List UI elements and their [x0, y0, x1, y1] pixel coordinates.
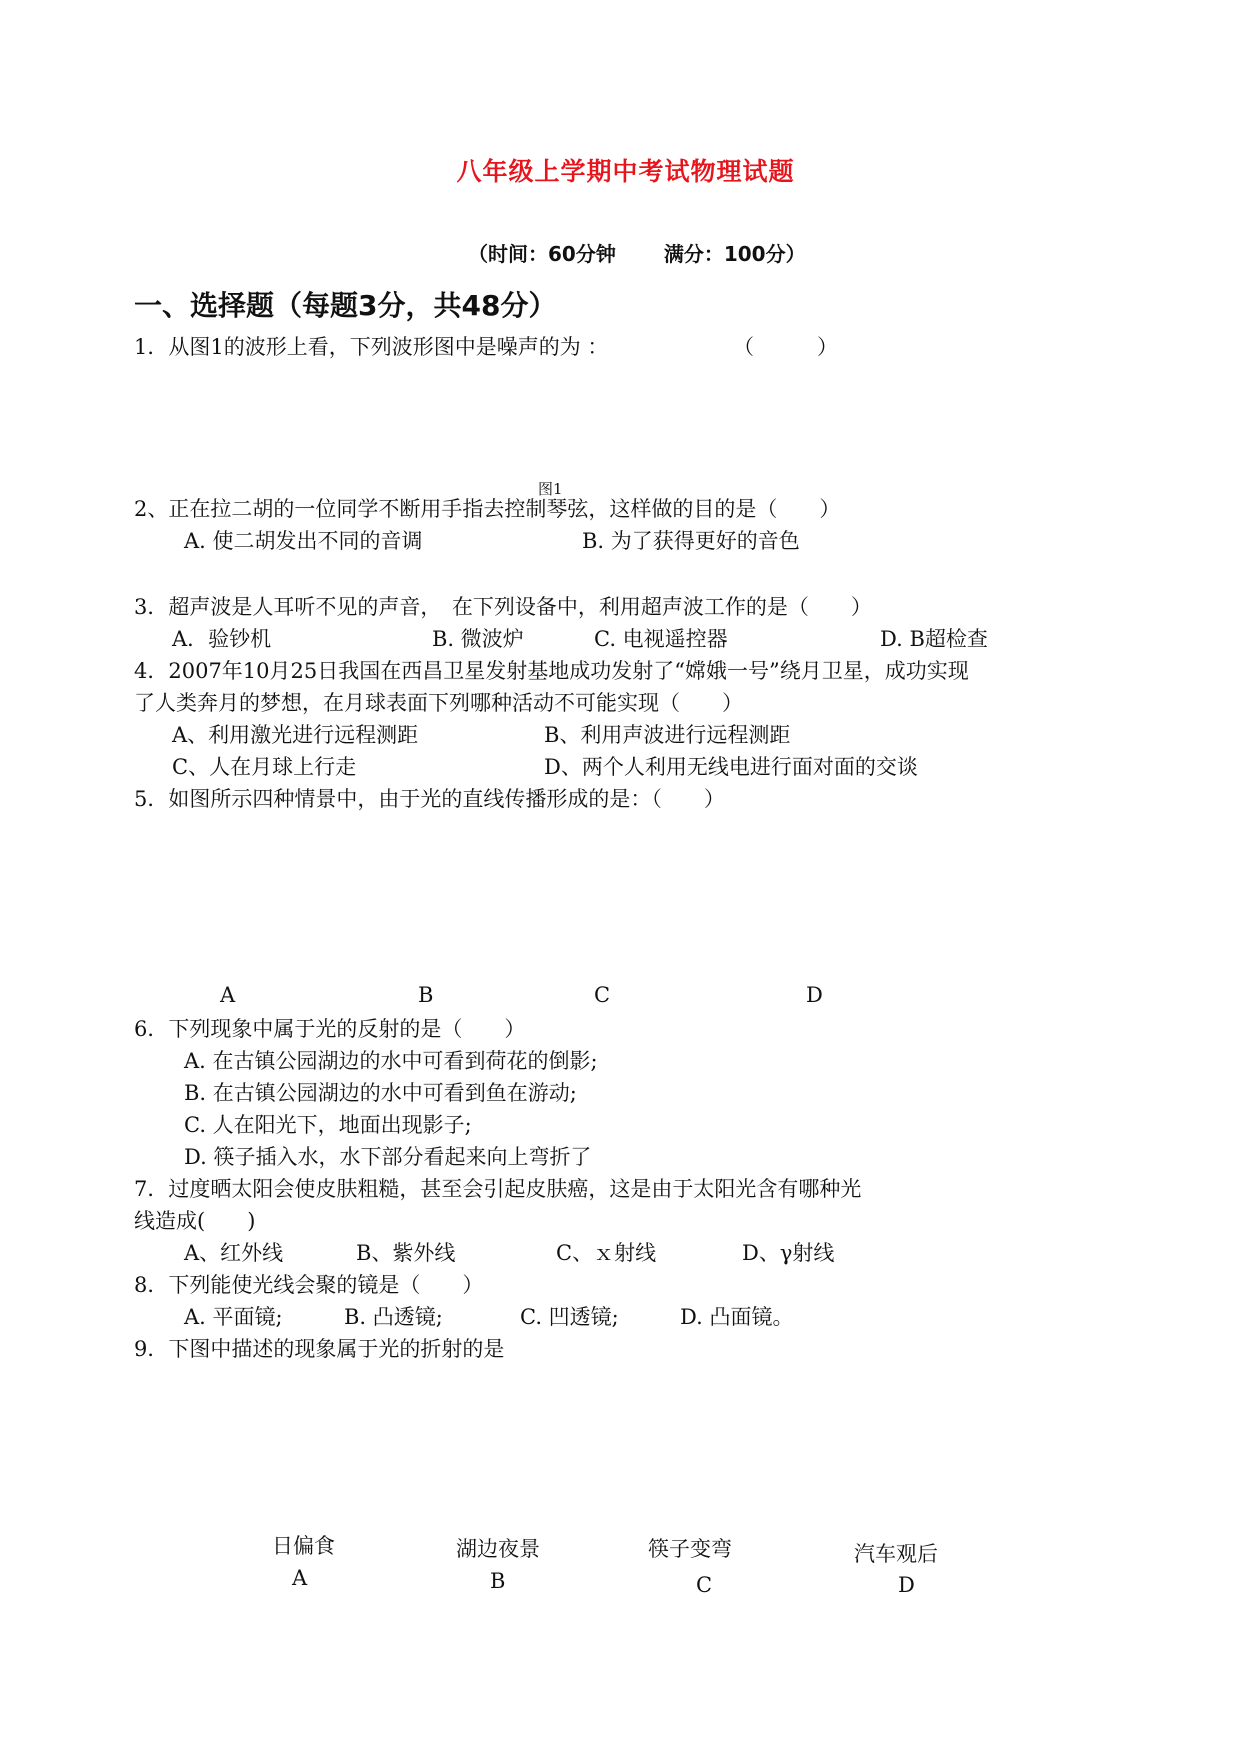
section-heading: 一、选择题（每题3分，共48分）: [134, 289, 557, 322]
question-2-stem: 2、正在拉二胡的一位同学不断用手指去控制琴弦，这样做的目的是（ ）: [134, 497, 841, 521]
question-7-line-2: 线造成( ): [134, 1209, 256, 1233]
question-6-option-d: D. 筷子插入水，水下部分看起来向上弯折了: [184, 1145, 592, 1169]
question-3-option-d: D. B超检查: [880, 627, 988, 651]
question-3-option-a: A．验钞机: [172, 627, 272, 651]
question-9-caption-c: 筷子变弯: [648, 1537, 732, 1561]
question-5-label-b: B: [418, 983, 434, 1007]
question-9-caption-d: 汽车观后: [854, 1542, 938, 1566]
question-8-option-c: C. 凹透镜;: [520, 1305, 619, 1329]
question-4-option-d: D、两个人利用无线电进行面对面的交谈: [544, 755, 918, 779]
question-8-option-a: A. 平面镜;: [184, 1305, 283, 1329]
exam-time: （时间：60分钟: [468, 242, 616, 266]
question-2-option-b: B. 为了获得更好的音色: [582, 529, 800, 553]
question-7-option-a: A、红外线: [184, 1241, 284, 1265]
question-4-option-a: A、利用激光进行远程测距: [172, 723, 419, 747]
exam-title: 八年级上学期中考试物理试题: [456, 157, 795, 186]
question-2-option-a: A. 使二胡发出不同的音调: [184, 529, 423, 553]
exam-full-score: 满分：100分）: [663, 242, 806, 266]
question-5-label-d: D: [806, 983, 823, 1007]
question-9-stem: 9．下图中描述的现象属于光的折射的是: [134, 1337, 505, 1361]
question-9-caption-a: 日偏食: [272, 1534, 335, 1558]
question-7-option-d: D、γ射线: [742, 1241, 835, 1265]
question-8-stem: 8．下列能使光线会聚的镜是（ ）: [134, 1273, 484, 1297]
question-7-line-1: 7．过度晒太阳会使皮肤粗糙，甚至会引起皮肤癌，这是由于太阳光含有哪种光: [134, 1177, 862, 1201]
question-3-option-c: C. 电视遥控器: [594, 627, 728, 651]
figure-1-label: 图1: [538, 480, 563, 498]
question-9-label-c: C: [696, 1573, 713, 1597]
question-9-label-b: B: [490, 1569, 506, 1593]
question-8-option-b: B. 凸透镜;: [344, 1305, 443, 1329]
question-7-option-b: B、紫外线: [356, 1241, 456, 1265]
question-3-stem: 3．超声波是人耳听不见的声音， 在下列设备中，利用超声波工作的是（ ）: [134, 595, 872, 619]
question-6-stem: 6．下列现象中属于光的反射的是（ ）: [134, 1017, 526, 1041]
question-6-option-a: A. 在古镇公园湖边的水中可看到荷花的倒影;: [184, 1049, 598, 1073]
question-4-line-2: 了人类奔月的梦想，在月球表面下列哪种活动不可能实现（ ）: [134, 691, 743, 715]
question-5-label-a: A: [220, 983, 236, 1007]
question-4-option-c: C、人在月球上行走: [172, 755, 357, 779]
question-4-option-b: B、利用声波进行远程测距: [544, 723, 791, 747]
question-9-label-d: D: [898, 1573, 915, 1597]
question-6-option-c: C. 人在阳光下，地面出现影子;: [184, 1113, 472, 1137]
question-9-label-a: A: [292, 1566, 308, 1590]
exam-time-and-score: [468, 238, 806, 267]
question-1-stem: 1．从图1的波形上看，下列波形图中是噪声的为 ：: [134, 335, 609, 359]
question-7-option-c: C、ｘ射线: [556, 1241, 657, 1265]
question-3-option-b: B. 微波炉: [432, 627, 524, 651]
question-5-label-c: C: [594, 983, 611, 1007]
question-8-option-d: D. 凸面镜。: [680, 1305, 794, 1329]
question-9-caption-b: 湖边夜景: [456, 1537, 540, 1561]
question-6-option-b: B. 在古镇公园湖边的水中可看到鱼在游动;: [184, 1081, 577, 1105]
question-4-line-1: 4．2007年10月25日我国在西昌卫星发射基地成功发射了“嫦娥一号”绕月卫星，成功实现: [134, 659, 969, 683]
question-5-stem: 5．如图所示四种情景中，由于光的直线传播形成的是：（ ）: [134, 787, 725, 811]
question-1-blank: （ ）: [733, 335, 838, 359]
